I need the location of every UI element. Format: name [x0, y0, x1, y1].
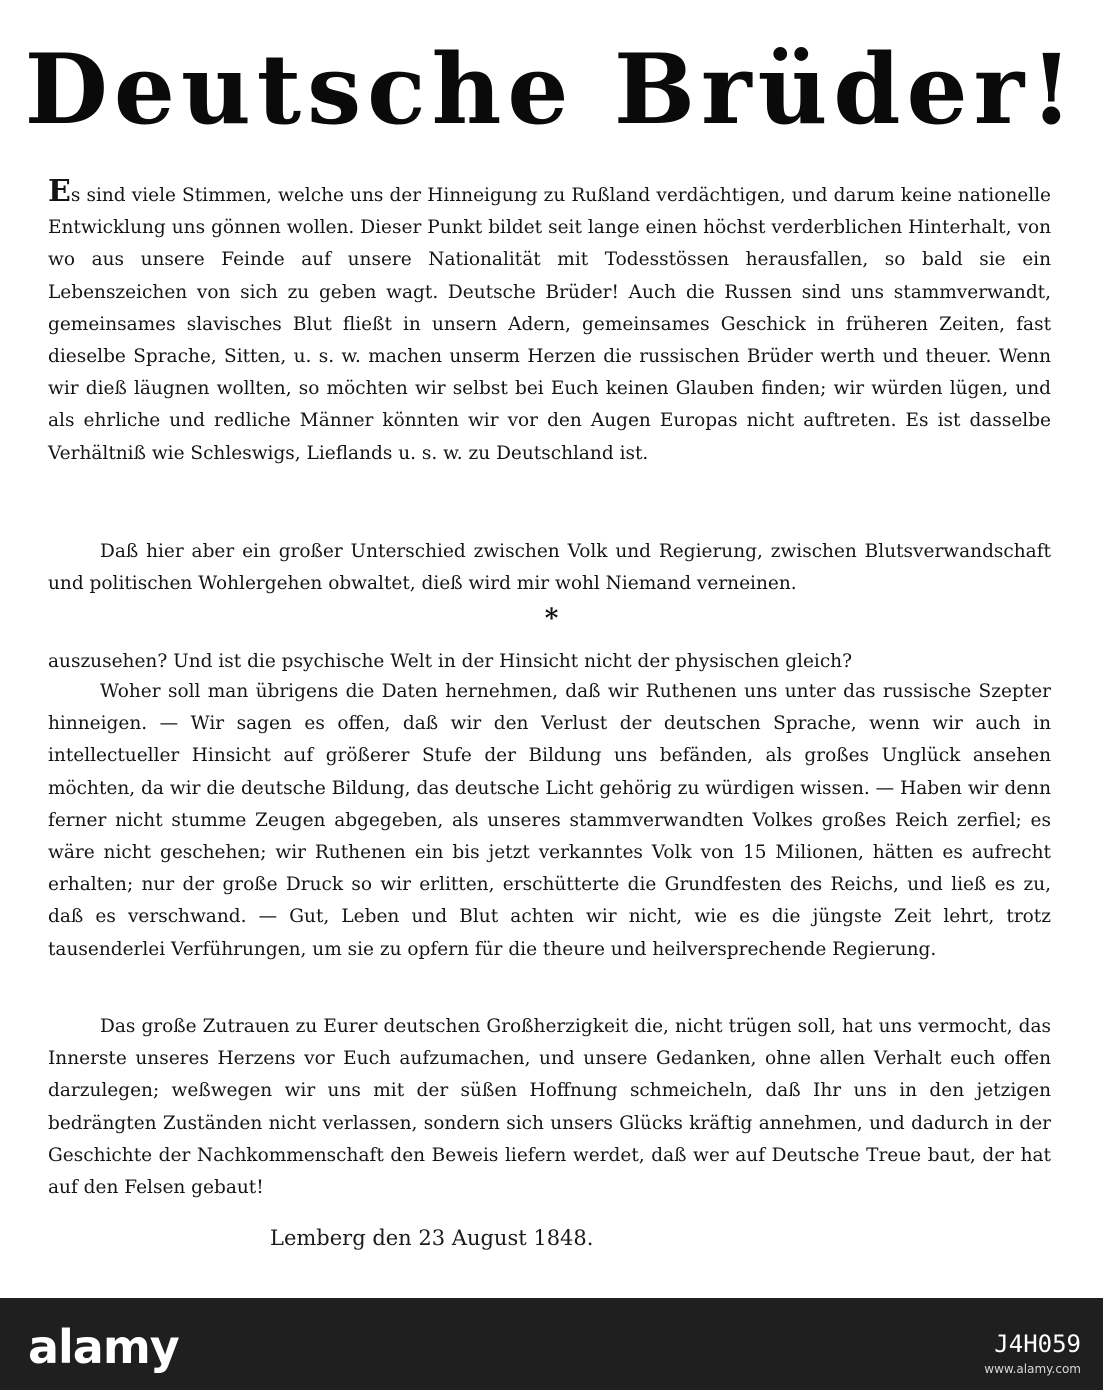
paragraph-1-text: s sind viele Stimmen, welche uns der Hinneigung zu Rußland verdächtigen, und darum keine nationelle Entwicklung uns gönnen wollen. Dieser Punkt bildet seit lange einen höchst verderblichen Hinterhalt, von wo aus unsere Feinde auf unsere Nationalität mit Todesstössen herausfallen, so bald sie ein Lebenszeichen von sich zu geben wagt. Deutsche Brüder! Auch die Russen sind uns stammverwandt, gemeinsames slavisches Blut fließt in unsern Adern, gemeinsames Geschick in früheren Zeiten, fast dieselbe Sprache, Sitten, u. s. w. machen unserm Herzen die russischen Brüder werth und theuer. Wenn wir dieß läugnen wollten, so möchten wir selbst bei Euch keinen Glauben finden; wir würden lügen, und als ehrliche und redliche Männer könnten wir vor den Augen Europas nicht auftreten. Es ist dasselbe Verhältniß wie Schleswigs, Lieflands u. s. w. zu Deutschland ist. [48, 185, 1051, 464]
paragraph-2 [48, 536, 1051, 600]
paragraph-5 [48, 1011, 1051, 1204]
signature-line: Lemberg den 23 August 1848. [270, 1226, 594, 1250]
drop-cap: E [48, 174, 71, 209]
paragraph-4-text: Woher soll man übrigens die Daten hernehmen, daß wir Ruthenen uns unter das russische Szepter hinneigen. — Wir sagen es offen, daß wir den Verlust der deutschen Sprache, wenn wir auch in intellectueller Hinsicht auf größerer Stufe der Bildung uns befänden, als großes Unglück ansehen möchten, da wir die deutsche Bildung, das deutsche Licht gehörig zu würdigen wissen. — Haben wir denn ferner nicht stumme Zeugen abgegeben, als unseres stammverwandten Volkes großes Reich zerfiel; es wäre nicht geschehen; wir Ruthenen ein bis jetzt verkanntes Volk von 15 Milionen, hätten es aufrecht erhalten; nur der große Druck so wir erlitten, erschütterte die Grundfesten des Reichs, und ließ es zu, daß es verschwand. — Gut, Leben und Blut achten wir nicht, wie es die jüngste Zeit lehrt, trotz tausenderlei Verführungen, um sie zu opfern für die theure und heilversprechende Regierung. [48, 681, 1051, 960]
watermark-url: www.alamy.com [984, 1362, 1081, 1376]
image-id: J4H059 [994, 1330, 1081, 1358]
alamy-logo: alamy [28, 1320, 179, 1374]
paragraph-5-text: Das große Zutrauen zu Eurer deutschen Großherzigkeit die, nicht trügen soll, hat uns vermocht, das Innerste unseres Herzens vor Euch aufzumachen, und unsere Gedanken, ohne allen Verhalt euch offen darzulegen; weßwegen wir uns mit der süßen Hoffnung schmeicheln, daß Ihr uns in den jetzigen bedrängten Zuständen nicht verlassen, sondern sich unsers Glücks kräftig annehmen, und dadurch in der Geschichte der Nachkommenschaft den Beweis liefern werdet, daß wer auf Deutsche Treue baut, der hat auf den Felsen gebaut! [48, 1016, 1051, 1199]
paragraph-3-text: auszusehen? Und ist die psychische Welt in der Hinsicht nicht der physischen gleich? [48, 651, 853, 672]
document-title: Deutsche Brüder! [24, 33, 1079, 146]
paragraph-1 [48, 174, 1051, 470]
paragraph-2-text: Daß hier aber ein großer Unterschied zwischen Volk und Regierung, zwischen Blutsverwandschaft und politischen Wohlergehen obwaltet, dieß wird mir wohl Niemand verneinen. [48, 541, 1051, 595]
paragraph-4 [48, 676, 1051, 966]
section-separator: * [544, 604, 559, 634]
paragraph-3 [48, 646, 1051, 678]
